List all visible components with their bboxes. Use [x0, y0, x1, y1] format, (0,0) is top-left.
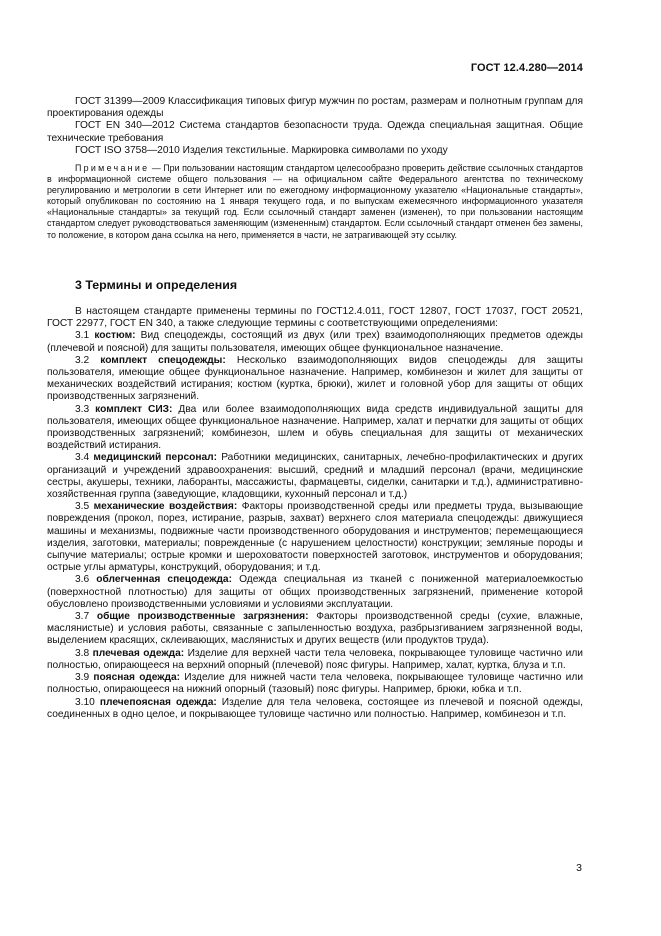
reference-item: ГОСТ 31399—2009 Классификация типовых фигур мужчин по ростам, размерам и полнотным группам для проектирования одежды — [47, 96, 583, 120]
term-definition: Изделие для верхней части тела человека, покрывающее туловище частично или полностью, опирающееся на верхний опорный (плечевой) пояс фигуры. Например, халат, куртка, блуза и т.п. — [47, 647, 583, 671]
note-text: — При пользовании настоящим стандартом целесообразно проверить действие ссылочных стандартов в информационной системе общего пользования — на официальном сайте Федерального агентства по техническому регулированию и метрологии в сети Интернет или по ежегодному информационному указателю «Национальные стандарты», который опубликован по состоянию на 1 января текущего года, и по выпускам ежемесячного информационного указателя «Национальные стандарты» за текущий год. Если ссылочный стандарт заменен (изменен), то при пользовании настоящим стандартом следует руководствоваться заменяющим (измененным) стандартом. Если ссылочный стандарт отменен без замены, то положение, в котором дана ссылка на него, применяется в части, не затрагивающей эту ссылку. — [47, 163, 583, 240]
term-definition: Два или более взаимодополняющих вида средств индивидуальной защиты для пользователя, имеющих общее функциональное назначение. Например, халат и перчатки для защиты от общих производственных загрязнений; комбинезон, шлем и обувь специальная для защиты от механических воздействий истирания. — [47, 403, 583, 452]
term-number: 3.1 — [75, 330, 90, 342]
term-definition: Факторы производственной среды (сухие, влажные, маслянистые) и условия работы, связанные с запыленностью воздуха, разбрызгиванием загрязненной воды, выделением красящих, склеивающих, маслянистых и других веществ (или продуктов труда). — [47, 611, 583, 647]
term-entry — [47, 648, 583, 672]
term-name: общие производственные загрязнения: — [96, 611, 309, 623]
term-definition: Работники медицинских, санитарных, лечебно-профилактических и других организаций и учреждений здравоохранения: высший, средний и младший персонал (врачи, медицинские сестры, акушеры, техники, лаборанты, массажисты, фармацевты, сиделки, санитарки и т.д.), административно-хозяйственная группа (заведующие, кладовщики, кухонный персонал и т.д.) — [47, 452, 583, 501]
reference-item: ГОСТ ISO 3758—2010 Изделия текстильные. Маркировка символами по уходу — [75, 144, 448, 156]
term-definition: Вид спецодежды, состоящий из двух (или трех) взаимодополняющих предметов одежды (плечевой и поясной) для защиты пользователя, имеющих общее функциональное назначение. — [47, 330, 583, 354]
term-entry — [47, 574, 583, 611]
term-number: 3.4 — [75, 452, 90, 464]
term-entry — [47, 452, 583, 501]
term-definition: Одежда специальная из тканей с пониженной материалоемкостью (поверхностной плотностью) для защиты от общих производственных загрязнений, применение которой обусловлено производственными условиями и условиями эксплуатации. — [47, 574, 583, 610]
term-entry — [47, 611, 583, 648]
section-title: 3 Термины и определения — [75, 278, 238, 292]
term-definition: Несколько взаимодополняющих видов спецодежды для защиты пользователя, имеющие общее функциональное назначение. Например, комбинезон и жилет для защиты от механических воздействий истирания; костюм (куртка, брюки), жилет и головной убор для защиты от общих производственных загрязнений. — [47, 354, 584, 403]
references-block — [47, 96, 583, 250]
term-entry — [47, 672, 583, 696]
term-definition: Изделие для тела человека, состоящее из плечевой и поясной одежды, соединенных в одно целое, и покрывающее туловище частично или полностью. Например, комбинезон и т.п. — [47, 696, 584, 720]
term-entry — [47, 697, 583, 721]
term-definition: Изделие для нижней части тела человека, покрывающее туловище частично или полностью, опирающееся на нижний опорный (тазовый) пояс фигуры. Например, брюки, юбка и т.п. — [47, 672, 584, 696]
term-number: 3.5 — [75, 501, 90, 513]
term-number: 3.6 — [75, 574, 90, 586]
section-intro: В настоящем стандарте применены термины по ГОСТ12.4.011, ГОСТ 12807, ГОСТ 17037, ГОСТ 20521, ГОСТ 22977, ГОСТ EN 340, а также следующие термины с соответствующими определениями: — [47, 306, 583, 330]
document-header-id: ГОСТ 12.4.280—2014 — [470, 62, 583, 74]
note-label: Примечание — [75, 163, 150, 174]
term-name: механические воздействия: — [93, 501, 238, 513]
term-name: плечевая одежда: — [92, 647, 185, 659]
terms-block — [47, 306, 583, 721]
term-name: медицинский персонал: — [93, 452, 218, 464]
term-entry — [47, 355, 583, 404]
term-name: поясная одежда: — [93, 672, 181, 684]
term-entry — [47, 404, 583, 453]
term-name: облегченная спецодежда: — [96, 574, 232, 586]
term-name: комплект СИЗ: — [95, 403, 173, 415]
page-number: 3 — [576, 862, 582, 874]
note-paragraph — [47, 163, 583, 241]
term-name: плечепоясная одежда: — [99, 696, 217, 708]
reference-item: ГОСТ EN 340—2012 Система стандартов безопасности труда. Одежда специальная защитная. Общие технические требования — [47, 120, 583, 144]
term-number: 3.2 — [75, 354, 90, 366]
term-name: комплект спецодежды: — [100, 354, 226, 366]
term-entry — [47, 330, 583, 354]
term-definition: Факторы производственной среды или предметы труда, вызывающие повреждения (прокол, порез, истирание, разрыв, захват) верхнего слоя материала спецодежды: движущиеся машины и механизмы, подвижные части производственного оборудования и инструментов; перемещающиеся изделия, заготовки, материалы; поврежденные (с нарушением целостности) конструкции; земляные породы и сыпучие материалы; острые кромки и шероховатости поверхностей заготовок, инструментов и оборудования; острые углы арматуры, конструкций, оборудования; и т.д. — [47, 501, 584, 574]
term-name: костюм: — [94, 330, 136, 342]
term-number: 3.8 — [75, 647, 90, 659]
term-number: 3.7 — [75, 611, 90, 623]
term-entry — [47, 501, 583, 574]
term-number: 3.9 — [75, 672, 90, 684]
term-number: 3.3 — [75, 403, 90, 415]
term-number: 3.10 — [75, 696, 95, 708]
